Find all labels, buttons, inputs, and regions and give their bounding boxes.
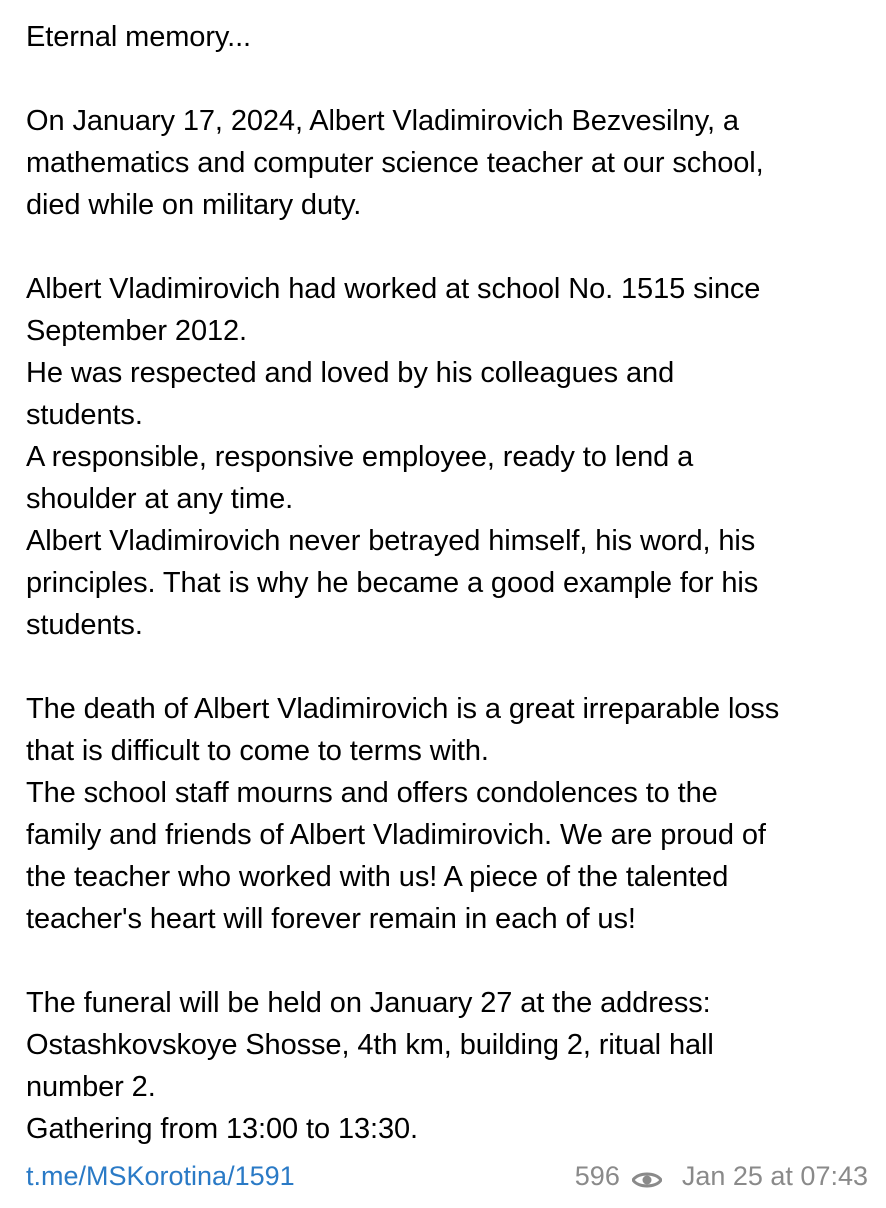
- post-footer: [26, 1156, 868, 1196]
- post-line: mathematics and computer science teacher at our school,: [26, 147, 764, 179]
- blank-line: [26, 646, 870, 688]
- blank-line: [26, 940, 870, 982]
- post-line: Albert Vladimirovich never betrayed himself, his word, his: [26, 525, 756, 557]
- post-line: teacher's heart will forever remain in each of us!: [26, 903, 636, 935]
- post-line: that is difficult to come to terms with.: [26, 735, 489, 767]
- blank-line: [26, 226, 870, 268]
- view-count: 596: [574, 1160, 620, 1191]
- blank-line: [26, 58, 870, 100]
- post-line: shoulder at any time.: [26, 483, 294, 515]
- post-line: On January 17, 2024, Albert Vladimirovich Bezvesilny, a: [26, 105, 739, 137]
- post-line: Albert Vladimirovich had worked at school No. 1515 since: [26, 273, 761, 305]
- post-text: [26, 16, 870, 1150]
- post-link[interactable]: t.me/MSKorotina/1591: [26, 1160, 295, 1191]
- post-line: The death of Albert Vladimirovich is a great irreparable loss: [26, 693, 780, 725]
- post-line: died while on military duty.: [26, 189, 362, 221]
- post-line: The funeral will be held on January 27 at the address:: [26, 987, 711, 1019]
- eye-icon: [632, 1166, 662, 1186]
- post-line: Eternal memory...: [26, 21, 251, 53]
- post-line: students.: [26, 399, 143, 431]
- post-line: number 2.: [26, 1071, 156, 1103]
- post-line: principles. That is why he became a good example for his: [26, 567, 759, 599]
- post-line: Gathering from 13:00 to 13:30.: [26, 1113, 418, 1145]
- post-line: A responsible, responsive employee, ready to lend a: [26, 441, 694, 473]
- post-timestamp: Jan 25 at 07:43: [681, 1160, 868, 1191]
- post-line: the teacher who worked with us! A piece of the talented: [26, 861, 729, 893]
- post-line: students.: [26, 609, 143, 641]
- post-line: He was respected and loved by his colleagues and: [26, 357, 675, 389]
- post-line: September 2012.: [26, 315, 247, 347]
- post-line: The school staff mourns and offers condolences to the: [26, 777, 718, 809]
- post-line: family and friends of Albert Vladimirovich. We are proud of: [26, 819, 766, 851]
- post-meta: [575, 1161, 868, 1192]
- post-line: Ostashkovskoye Shosse, 4th km, building 2, ritual hall: [26, 1029, 714, 1061]
